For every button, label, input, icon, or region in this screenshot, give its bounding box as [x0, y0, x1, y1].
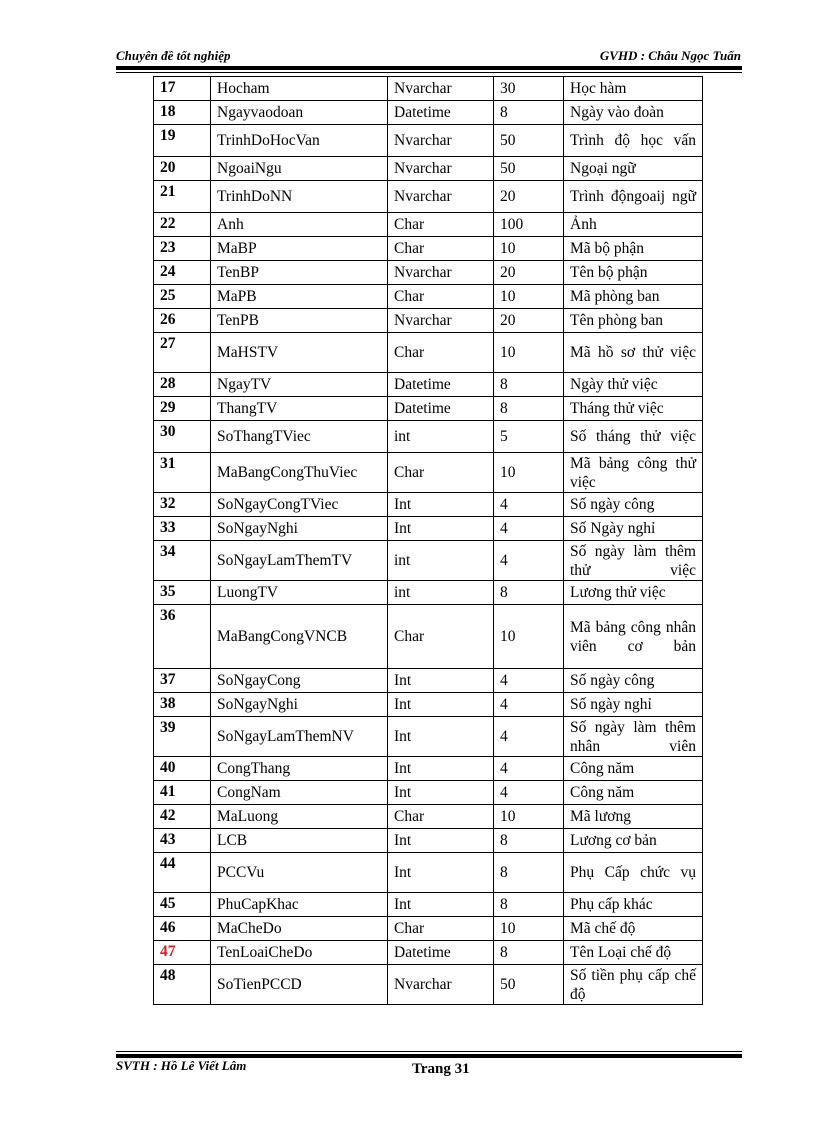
field-name: Ngayvaodoan	[211, 101, 388, 125]
table-row	[154, 893, 703, 917]
field-size: 4	[494, 669, 564, 693]
data-type: Nvarchar	[388, 965, 494, 1005]
field-name: MaLuong	[211, 805, 388, 829]
row-number: 38	[154, 693, 211, 717]
table-row	[154, 941, 703, 965]
field-description: Công năm	[564, 757, 703, 781]
row-number: 40	[154, 757, 211, 781]
field-size: 4	[494, 493, 564, 517]
field-size: 4	[494, 757, 564, 781]
field-description: Số ngày nghỉ	[564, 693, 703, 717]
field-description: Lương cơ bản	[564, 829, 703, 853]
row-number: 27	[154, 333, 211, 373]
field-description: Mã phòng ban	[564, 285, 703, 309]
data-type: Int	[388, 853, 494, 893]
row-number: 39	[154, 717, 211, 757]
data-type: Char	[388, 333, 494, 373]
data-type: Int	[388, 693, 494, 717]
data-type: int	[388, 541, 494, 581]
field-description: Số Ngày nghỉ	[564, 517, 703, 541]
data-type: Datetime	[388, 101, 494, 125]
field-description: Tên phòng ban	[564, 309, 703, 333]
field-size: 50	[494, 157, 564, 181]
field-size: 20	[494, 181, 564, 213]
table-row	[154, 397, 703, 421]
row-number: 32	[154, 493, 211, 517]
field-description: Số ngày làm thêm nhân viên	[564, 717, 703, 757]
row-number: 46	[154, 917, 211, 941]
table-row	[154, 237, 703, 261]
field-description: Trình độngoaij ngữ	[564, 181, 703, 213]
row-number: 33	[154, 517, 211, 541]
field-name: MaBangCongVNCB	[211, 605, 388, 669]
data-type: Char	[388, 285, 494, 309]
field-name: MaHSTV	[211, 333, 388, 373]
field-description: Tên bộ phận	[564, 261, 703, 285]
field-size: 8	[494, 581, 564, 605]
header-rule-thin	[116, 72, 742, 73]
data-type: Char	[388, 237, 494, 261]
row-number: 23	[154, 237, 211, 261]
field-size: 4	[494, 717, 564, 757]
field-description: Phụ cấp khác	[564, 893, 703, 917]
data-dictionary-table	[153, 76, 703, 1005]
field-description: Mã hồ sơ thử việc	[564, 333, 703, 373]
field-size: 10	[494, 237, 564, 261]
row-number: 26	[154, 309, 211, 333]
field-size: 8	[494, 853, 564, 893]
field-description: Học hàm	[564, 77, 703, 101]
data-type: Int	[388, 757, 494, 781]
field-description: Mã lương	[564, 805, 703, 829]
field-name: SoNgayCong	[211, 669, 388, 693]
data-type: Nvarchar	[388, 157, 494, 181]
field-size: 4	[494, 693, 564, 717]
field-name: TenLoaiCheDo	[211, 941, 388, 965]
header-advisor: GVHD : Châu Ngọc Tuấn	[599, 48, 741, 63]
field-description: Trình độ học vấn	[564, 125, 703, 157]
header-thesis-title: Chuyên đề tốt nghiệp	[116, 48, 231, 63]
table-row	[154, 213, 703, 237]
table-row	[154, 757, 703, 781]
data-type: Char	[388, 605, 494, 669]
table-row	[154, 453, 703, 493]
field-description: Mã bảng công thử việc	[564, 453, 703, 493]
field-name: SoNgayLamThemTV	[211, 541, 388, 581]
table-row	[154, 717, 703, 757]
field-name: PCCVu	[211, 853, 388, 893]
row-number: 36	[154, 605, 211, 669]
field-name: TenPB	[211, 309, 388, 333]
field-size: 4	[494, 517, 564, 541]
table-row	[154, 333, 703, 373]
data-type: int	[388, 421, 494, 453]
field-name: SoNgayCongTViec	[211, 493, 388, 517]
field-size: 10	[494, 285, 564, 309]
table-row	[154, 421, 703, 453]
field-description: Số ngày công	[564, 493, 703, 517]
row-number: 34	[154, 541, 211, 581]
field-description: Tên Loại chế độ	[564, 941, 703, 965]
data-type: Char	[388, 917, 494, 941]
data-type: Int	[388, 893, 494, 917]
field-size: 20	[494, 309, 564, 333]
page-number: Trang 31	[412, 1061, 470, 1077]
row-number: 41	[154, 781, 211, 805]
data-type: Int	[388, 493, 494, 517]
field-size: 4	[494, 541, 564, 581]
table-row	[154, 829, 703, 853]
field-size: 8	[494, 397, 564, 421]
field-description: Lương thử việc	[564, 581, 703, 605]
table-row	[154, 693, 703, 717]
field-description: Ngày thử việc	[564, 373, 703, 397]
table-body	[154, 77, 703, 1005]
field-size: 5	[494, 421, 564, 453]
row-number: 31	[154, 453, 211, 493]
field-size: 10	[494, 453, 564, 493]
data-type: Int	[388, 781, 494, 805]
field-description: Ngày vào đoàn	[564, 101, 703, 125]
row-number: 42	[154, 805, 211, 829]
field-name: MaBP	[211, 237, 388, 261]
field-name: SoNgayLamThemNV	[211, 717, 388, 757]
field-size: 20	[494, 261, 564, 285]
field-name: SoTienPCCD	[211, 965, 388, 1005]
field-name: CongThang	[211, 757, 388, 781]
field-name: TrinhDoHocVan	[211, 125, 388, 157]
field-description: Mã chế độ	[564, 917, 703, 941]
row-number: 17	[154, 77, 211, 101]
field-name: SoNgayNghi	[211, 517, 388, 541]
field-description: Công năm	[564, 781, 703, 805]
field-name: TenBP	[211, 261, 388, 285]
field-name: PhuCapKhac	[211, 893, 388, 917]
data-type: Datetime	[388, 941, 494, 965]
field-name: NgoaiNgu	[211, 157, 388, 181]
table-row	[154, 77, 703, 101]
row-number: 21	[154, 181, 211, 213]
row-number: 44	[154, 853, 211, 893]
data-type: Char	[388, 453, 494, 493]
field-description: Tháng thử việc	[564, 397, 703, 421]
field-description: Phụ Cấp chức vụ	[564, 853, 703, 893]
table-row	[154, 917, 703, 941]
field-description: Số tháng thử việc	[564, 421, 703, 453]
field-description: Ảnh	[564, 213, 703, 237]
field-size: 50	[494, 965, 564, 1005]
table-row	[154, 853, 703, 893]
field-name: LuongTV	[211, 581, 388, 605]
table-row	[154, 309, 703, 333]
field-name: Hocham	[211, 77, 388, 101]
field-name: CongNam	[211, 781, 388, 805]
table-row	[154, 285, 703, 309]
data-type: int	[388, 581, 494, 605]
field-name: MaBangCongThuViec	[211, 453, 388, 493]
row-number: 25	[154, 285, 211, 309]
data-type: Nvarchar	[388, 77, 494, 101]
row-number: 20	[154, 157, 211, 181]
row-number: 22	[154, 213, 211, 237]
data-type: Datetime	[388, 397, 494, 421]
field-description: Số tiền phụ cấp chế độ	[564, 965, 703, 1005]
data-type: Int	[388, 669, 494, 693]
field-size: 10	[494, 805, 564, 829]
table-row	[154, 605, 703, 669]
table-row	[154, 261, 703, 285]
field-size: 30	[494, 77, 564, 101]
data-type: Nvarchar	[388, 181, 494, 213]
field-size: 8	[494, 893, 564, 917]
row-number: 48	[154, 965, 211, 1005]
field-description: Mã bộ phận	[564, 237, 703, 261]
field-name: LCB	[211, 829, 388, 853]
data-type: Nvarchar	[388, 261, 494, 285]
data-type: Nvarchar	[388, 125, 494, 157]
field-description: Ngoại ngữ	[564, 157, 703, 181]
field-size: 8	[494, 373, 564, 397]
table-row	[154, 965, 703, 1005]
field-size: 8	[494, 829, 564, 853]
table-row	[154, 669, 703, 693]
row-number: 24	[154, 261, 211, 285]
row-number: 29	[154, 397, 211, 421]
row-number: 37	[154, 669, 211, 693]
field-name: MaPB	[211, 285, 388, 309]
row-number: 35	[154, 581, 211, 605]
data-type: Int	[388, 717, 494, 757]
table-row	[154, 125, 703, 157]
table-row	[154, 181, 703, 213]
field-size: 4	[494, 781, 564, 805]
data-type: Char	[388, 213, 494, 237]
field-name: Anh	[211, 213, 388, 237]
table-row	[154, 493, 703, 517]
data-type: Int	[388, 829, 494, 853]
table-row	[154, 517, 703, 541]
data-type: Datetime	[388, 373, 494, 397]
field-size: 100	[494, 213, 564, 237]
field-name: NgayTV	[211, 373, 388, 397]
field-size: 10	[494, 605, 564, 669]
page-header	[116, 46, 741, 66]
row-number: 45	[154, 893, 211, 917]
table-row	[154, 781, 703, 805]
field-size: 50	[494, 125, 564, 157]
row-number: 30	[154, 421, 211, 453]
table-row	[154, 157, 703, 181]
field-size: 10	[494, 917, 564, 941]
table-row	[154, 805, 703, 829]
data-type: Nvarchar	[388, 309, 494, 333]
row-number: 19	[154, 125, 211, 157]
row-number: 28	[154, 373, 211, 397]
table-row	[154, 373, 703, 397]
row-number: 47	[154, 941, 211, 965]
data-type: Char	[388, 805, 494, 829]
field-name: ThangTV	[211, 397, 388, 421]
data-type: Int	[388, 517, 494, 541]
field-name: SoNgayNghi	[211, 693, 388, 717]
field-description: Số ngày công	[564, 669, 703, 693]
row-number: 43	[154, 829, 211, 853]
field-name: SoThangTViec	[211, 421, 388, 453]
table-row	[154, 101, 703, 125]
footer-rule-thin	[116, 1051, 742, 1052]
footer-student: SVTH : Hồ Lê Viết Lâm	[116, 1058, 247, 1073]
table-row	[154, 541, 703, 581]
field-name: MaCheDo	[211, 917, 388, 941]
field-size: 8	[494, 941, 564, 965]
field-name: TrinhDoNN	[211, 181, 388, 213]
field-description: Số ngày làm thêm thử việc	[564, 541, 703, 581]
field-size: 10	[494, 333, 564, 373]
field-size: 8	[494, 101, 564, 125]
header-rule-thick	[116, 66, 742, 70]
row-number: 18	[154, 101, 211, 125]
table-row	[154, 581, 703, 605]
field-description: Mã bảng công nhân viên cơ bản	[564, 605, 703, 669]
